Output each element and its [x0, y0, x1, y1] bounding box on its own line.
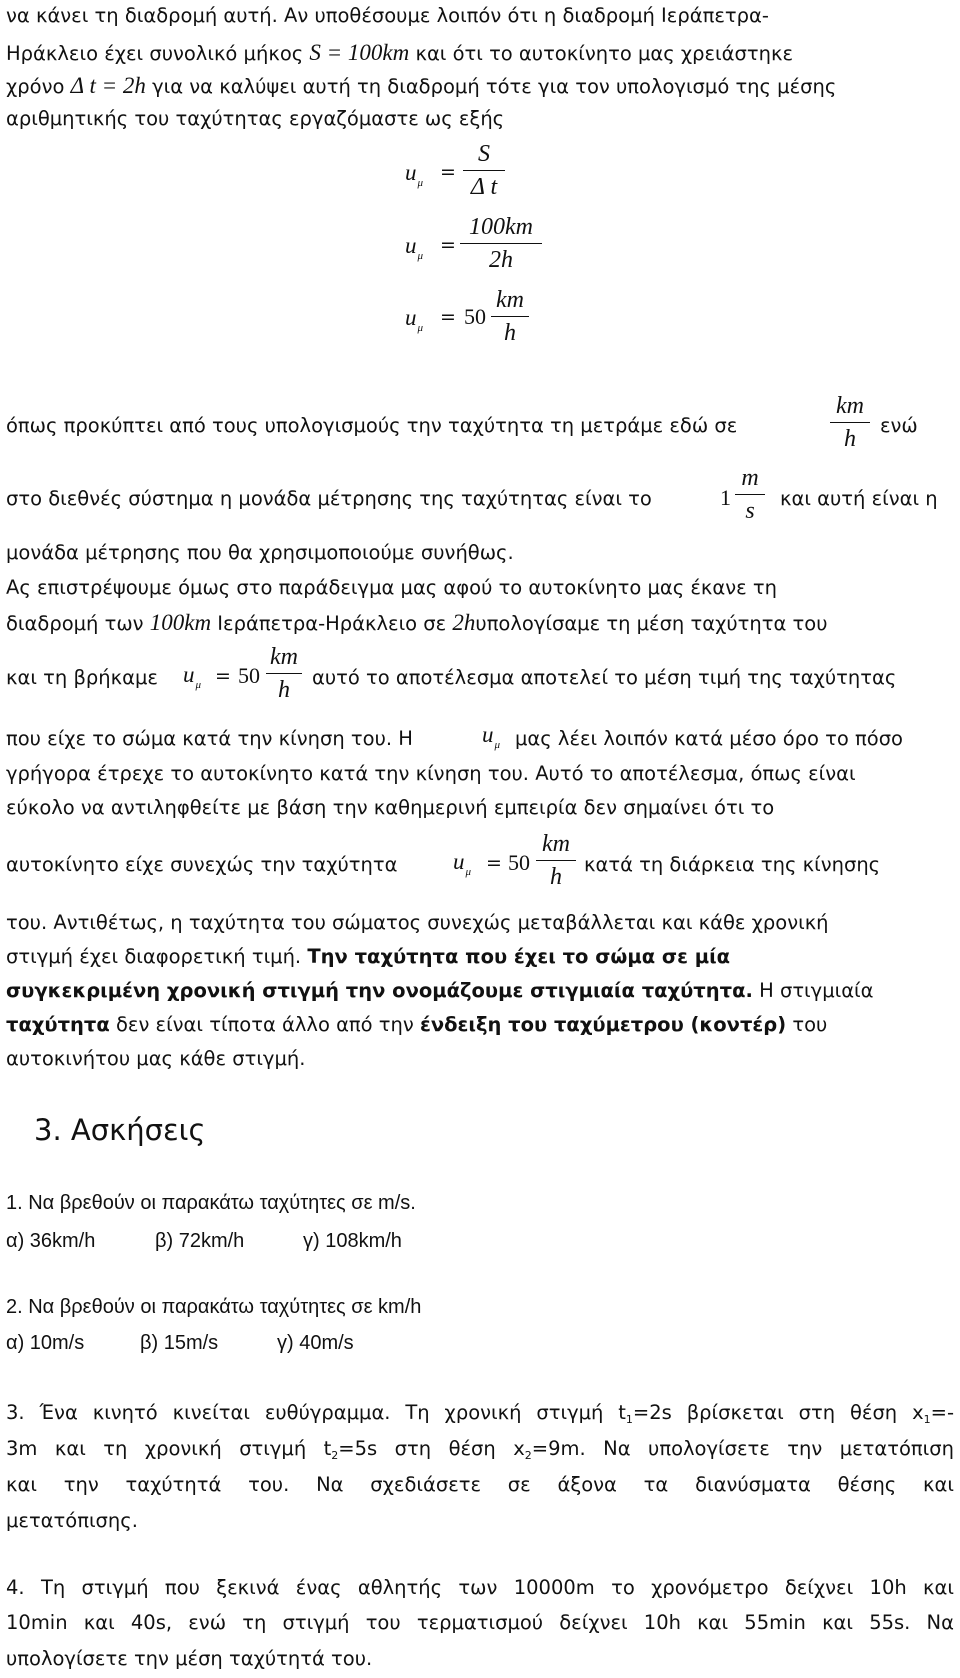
coefficient: 50 — [508, 850, 530, 875]
unit-m-per-s: m s — [735, 462, 765, 527]
exercise-4-line: 4. Τη στιγμή που ξεκινά ένας αθλητής των 10000m το χρονόμετρο δείχνει 10h και — [6, 1576, 954, 1599]
fraction-km-over-h: km h — [266, 641, 302, 706]
paragraph-line: διαδρομή των 100km Ιεράπετρα-Ηράκλειο σε 2hυπολογίσαμε τη μέση ταχύτητα του — [6, 610, 828, 635]
intro-text: χρόνο — [6, 75, 65, 98]
paragraph-line: εύκολο να αντιληφθείτε με βάση την καθημερινή εμπειρία δεν σημαίνει ότι το — [6, 796, 775, 819]
exercise-3-line: και την ταχύτητά του. Να σχεδιάσετε σε άξονα τα διανύσματα θέσης και — [6, 1473, 954, 1496]
bold-term: ένδειξη του ταχύμετρου (κοντέρ) — [420, 1013, 787, 1036]
exercise-1-item: α) 36km/h — [6, 1230, 96, 1252]
fraction-km-over-h: km h — [536, 828, 576, 893]
exercise-4-line: 10min και 40s, ενώ τη στιγμή του τερματισμού δείχνει 10h και 55min και 55s. Να — [6, 1611, 954, 1634]
exercise-2-item: γ) 40m/s — [277, 1332, 354, 1354]
exercise-2-item: β) 15m/s — [140, 1332, 219, 1354]
paragraph-line: που είχε το σώμα κατά την κίνηση του. Η — [6, 727, 413, 750]
exercise-1-item: γ) 108km/h — [303, 1230, 402, 1252]
math-variable: $u_\mu$ — [183, 662, 202, 691]
paragraph-line: γρήγορα έτρεχε το αυτοκίνητο κατά την κίνηση του. Αυτό το αποτέλεσμα, όπως είναι — [6, 762, 856, 785]
exercise-2-question: 2. Να βρεθούν οι παρακάτω ταχύτητες σε km/h — [6, 1296, 422, 1318]
exercise-4-line: υπολογίσετε την μέση ταχύτητά του. — [6, 1647, 373, 1670]
paragraph-line: αυτοκίνητο είχε συνεχώς την ταχύτητα — [6, 853, 398, 876]
section-heading: 3. Ασκήσεις — [34, 1113, 206, 1147]
paragraph-line: του. Αντιθέτως, η ταχύτητα του σώματος συνεχώς μεταβάλλεται και κάθε χρονική — [6, 911, 829, 934]
paragraph-line: και τη βρήκαμε — [6, 666, 158, 689]
intro-line-1: να κάνει τη διαδρομή αυτή. Αν υποθέσουμε λοιπόν ότι η διαδρομή Ιεράπετρα- — [6, 4, 769, 27]
intro-line-4: αριθμητικής του ταχύτητας εργαζόμαστε ως εξής — [6, 107, 505, 130]
equals-sign: = — [440, 306, 456, 328]
math-expression: 2h — [452, 610, 476, 635]
math-variable: $u_\mu$ — [482, 722, 501, 751]
paragraph-text: αυτό το αποτέλεσμα αποτελεί το μέση τιμή της ταχύτητας — [312, 666, 897, 689]
paragraph-text: κατά τη διάρκεια της κίνησης — [584, 853, 881, 876]
math-expression: Δ t = 2h — [70, 73, 146, 98]
bold-definition: συγκεκριμένη χρονική στιγμή την ονομάζουμε στιγμιαία ταχύτητα. — [6, 979, 753, 1002]
exercise-3-line: μετατόπισης. — [6, 1509, 138, 1532]
equation-lhs: $u_\mu$ — [405, 160, 424, 189]
coefficient: 50 — [238, 663, 260, 688]
si-coefficient: 1 — [720, 485, 731, 510]
exercise-1-question: 1. Να βρεθούν οι παρακάτω ταχύτητες σε m/s. — [6, 1192, 416, 1214]
math-expression: 100km — [149, 610, 212, 635]
exercise-1-item: β) 72km/h — [155, 1230, 245, 1252]
equals-sign: = — [215, 665, 231, 687]
fraction-100km-over-2h: 100km 2h — [460, 211, 542, 276]
exercise-3-line: 3m και τη χρονική στιγμή $t_2=5s$ στη θέση $x_2=9m$. Να υπολογίσετε την μετατόπιση — [6, 1437, 954, 1462]
bold-term: ταχύτητα — [6, 1013, 110, 1036]
equals-sign: = — [440, 161, 456, 183]
intro-text: για να καλύψει αυτή τη διαδρομή τότε για τον υπολογισμό της μέσης — [152, 75, 837, 98]
math-expression: S = 100km — [309, 40, 410, 65]
paragraph-line: μονάδα μέτρησης που θα χρησιμοποιούμε συνήθως. — [6, 541, 514, 564]
paragraph-line: αυτοκινήτου μας κάθε στιγμή. — [6, 1047, 306, 1070]
exercise-3-line: 3. Ένα κινητό κινείται ευθύγραμμα. Τη χρονική στιγμή $t_1=2s$ βρίσκεται στη θέση $x_1=-$ — [6, 1401, 954, 1426]
fraction-s-over-dt: S Δ t — [463, 138, 505, 203]
paragraph-line: στιγμή έχει διαφορετική τιμή. Την ταχύτητα που έχει το σώμα σε μία — [6, 945, 731, 968]
intro-text: Ηράκλειο έχει συνολικό μήκος — [6, 42, 304, 65]
si-text: και αυτή είναι η — [780, 487, 938, 510]
equation-lhs: $u_\mu$ — [405, 305, 424, 334]
paragraph-text: μας λέει λοιπόν κατά μέσο όρο το πόσο — [515, 727, 903, 750]
intro-text: και ότι το αυτοκίνητο μας χρειάστηκε — [415, 42, 793, 65]
paragraph-line: ταχύτητα δεν είναι τίποτα άλλο από την ένδειξη του ταχύμετρου (κοντέρ) του — [6, 1013, 828, 1036]
intro-line-3 — [6, 73, 836, 99]
paragraph-line: συγκεκριμένη χρονική στιγμή την ονομάζουμε στιγμιαία ταχύτητα. Η στιγμιαία — [6, 979, 874, 1002]
equation-lhs: $u_\mu$ — [405, 233, 424, 262]
si-text: στο διεθνές σύστημα η μονάδα μέτρησης της ταχύτητας είναι το — [6, 487, 652, 510]
coefficient: 50 — [464, 304, 486, 329]
math-variable: $u_\mu$ — [453, 849, 472, 878]
equals-sign: = — [440, 234, 456, 256]
paragraph-line: Ας επιστρέψουμε όμως στο παράδειγμα μας αφού το αυτοκίνητο μας έκανε τη — [6, 576, 777, 599]
intro-line-2 — [6, 40, 793, 66]
units-text: ενώ — [880, 414, 918, 437]
units-text: όπως προκύπτει από τους υπολογισμούς την ταχύτητα τη μετράμε εδώ σε — [6, 414, 738, 437]
unit-km-per-h: km h — [830, 390, 870, 455]
exercise-2-item: α) 10m/s — [6, 1332, 85, 1354]
bold-definition: Την ταχύτητα που έχει το σώμα σε μία — [307, 945, 731, 968]
equals-sign: = — [486, 852, 502, 874]
fraction-km-over-h: km h — [491, 284, 529, 349]
